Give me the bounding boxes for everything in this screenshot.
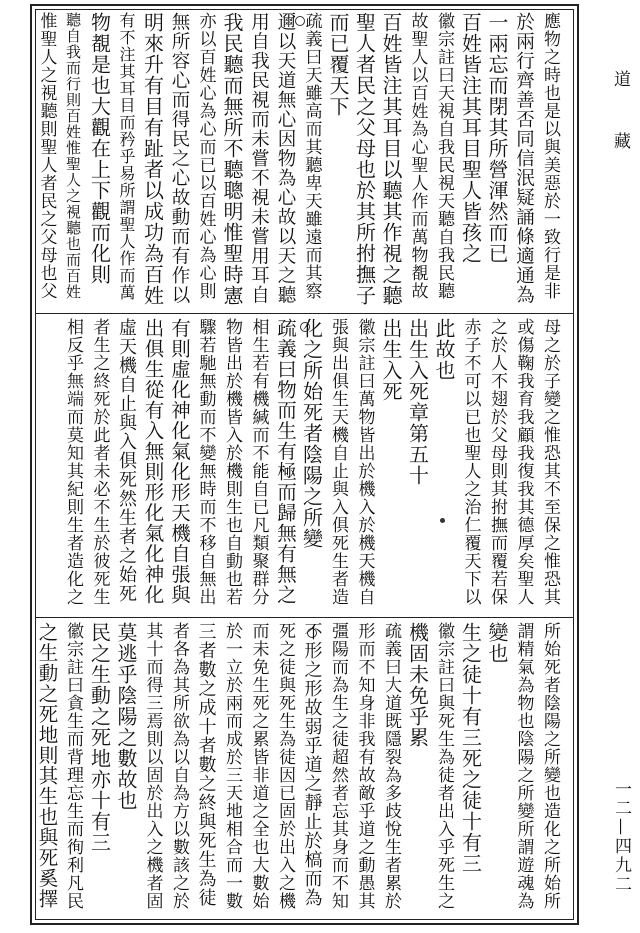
text-column: 或傷鞠我育我顧我復我其德厚矣聖人 xyxy=(513,318,534,606)
text-column: 聽自我而行則百姓惟聖人之視聽也而百姓 xyxy=(64,12,82,300)
text-column: 變也 xyxy=(485,622,509,664)
text-column: 一兩忘而閉其所營渾然而已 xyxy=(485,12,509,264)
text-column: 謂精氣為物也陰陽之所變所謂遊魂為 xyxy=(513,622,534,910)
text-column: 物覩是也大觀在上下觀而化則 xyxy=(87,12,112,285)
section-divider-2 xyxy=(35,617,574,618)
text-panel-middle xyxy=(40,318,570,614)
text-column: 有不注其耳目而矜乎易所謂聖人作而萬 xyxy=(117,12,136,301)
text-column: 莫逃乎陰陽之數故也 xyxy=(114,622,138,811)
text-column: 者各為其所欲為以自為方以數該之於 xyxy=(169,622,189,910)
text-column: 於一立於兩而成於三天地相合而一數 xyxy=(222,622,242,910)
section-divider-1 xyxy=(35,313,574,314)
text-column: 徽宗註曰與死生為徒者出入乎死生之 xyxy=(434,622,454,910)
text-column: 有則虛化神化氣化形天機自張與 xyxy=(168,318,191,605)
text-column: 機固未免乎累 xyxy=(405,622,430,748)
text-column: 徽宗註曰貪生而背理忘生而徇利凡民 xyxy=(63,622,83,910)
collection-title: 道 藏 xyxy=(610,70,630,163)
text-column: 而已覆天下 xyxy=(326,12,350,117)
text-column: 用自我民視而未嘗不視未嘗用耳自 xyxy=(248,12,270,305)
text-column: 物皆出於機皆入於機則生也自動也若 xyxy=(222,318,242,606)
text-column: 者生之終死於此者未必不生於彼死生 xyxy=(89,318,110,606)
text-column: 化之所始死者陰陽之所變 xyxy=(299,318,324,549)
text-column: 死之徒與死生為徒因已固於出入之機 xyxy=(275,622,295,910)
text-column: 其十而得三焉則以固於出入之機者固 xyxy=(142,622,163,910)
text-column: 之於人不翅於父母則其拊撫而覆若保 xyxy=(487,318,507,606)
text-column: 民之生動之死地亦十有三 xyxy=(87,622,112,853)
text-column: 疏義曰大道既隱裂為多歧悅生者累於 xyxy=(381,622,401,910)
text-column: 三者數之成十者數之終與死生為徒 xyxy=(195,622,217,907)
text-column: 之生動之死地則其生也與死奚擇 xyxy=(35,622,59,909)
text-column: 所始死者陰陽之所變也造化之所始所 xyxy=(540,622,560,910)
text-column: 故聖人以百姓為心聖人作而萬物覩故 xyxy=(407,12,428,300)
text-column: 邇以天道無心因物為心故以天之聽 xyxy=(275,12,296,305)
text-column: 形而不知身非我有故敵乎道之動愚其 xyxy=(354,622,375,910)
text-column: 明來升有目有趾者以成功為百姓 xyxy=(140,12,165,306)
text-column: 張與出俱生天機自止與入俱死生者造 xyxy=(328,318,348,606)
text-column: 徽宗註曰天視自我民視天聽自我民聽 xyxy=(434,12,454,300)
text-column: 應物之時也是以與美惡於一致行是非 xyxy=(540,12,560,300)
text-panel-top xyxy=(36,12,570,310)
text-column: 於兩行齊善否同信泯疑誦條適通為 xyxy=(513,12,535,305)
text-column: 徽宗註曰萬物皆出於機入於機天機自 xyxy=(354,318,375,606)
text-column: 驟若馳無動而不變無時而不移自無出 xyxy=(195,318,216,606)
text-column: 百姓皆注其耳目以聽其作視之聽 xyxy=(379,12,403,306)
text-column: 疏義曰天雖高而其聽卑天雖遠而其察 xyxy=(301,12,322,300)
text-panel-bottom xyxy=(35,622,570,918)
text-column: 相生若有機緘而不能自已凡類聚群分 xyxy=(248,318,269,606)
text-column: 赤子不可以已也聖人之治仁覆天下以 xyxy=(460,318,481,606)
text-column: 不形之形故弱乎道之靜止於槁而為 xyxy=(301,622,323,907)
page-number: 一二—四九二 xyxy=(611,780,631,894)
text-column: 百姓皆注其耳目聖人皆孩之 xyxy=(458,12,483,264)
text-column: 母之於子變之惟恐其不至保之惟恐其 xyxy=(540,318,560,606)
text-column: 彊陽而為生之徒超然者忘其身而不知 xyxy=(328,622,348,910)
text-column: 生之徒十有三死之徒十有三 xyxy=(458,622,483,874)
text-column: 疏義曰物而生有極而歸無有無之 xyxy=(274,318,297,605)
text-column: 聖人者民之父母也於其所拊撫子 xyxy=(352,12,377,306)
text-column: 惟聖人之視聽則聖人者民之父母也父 xyxy=(36,12,57,300)
text-column: 無所容心而得民之心故動而有作以 xyxy=(169,12,190,305)
text-column: 相反乎無端而莫知其紀則生者造化之 xyxy=(63,318,83,606)
text-column: 此故也 xyxy=(432,318,456,381)
text-column: 我民聽而無所不聽聰明惟聖時憲 xyxy=(220,12,244,306)
text-column: 亦以百姓心為心而已以百姓心為心則 xyxy=(195,12,216,300)
text-column: 出生入死章第五十 xyxy=(405,318,430,486)
text-column: 虛天機自止與入俱死然生者之始死 xyxy=(116,318,137,603)
text-column: 而未免生死之累皆非道之全也大數始 xyxy=(248,622,269,910)
text-column: 出生入死 xyxy=(379,318,403,402)
text-column: 出俱生從有入無則形化氣化神化 xyxy=(141,318,165,605)
